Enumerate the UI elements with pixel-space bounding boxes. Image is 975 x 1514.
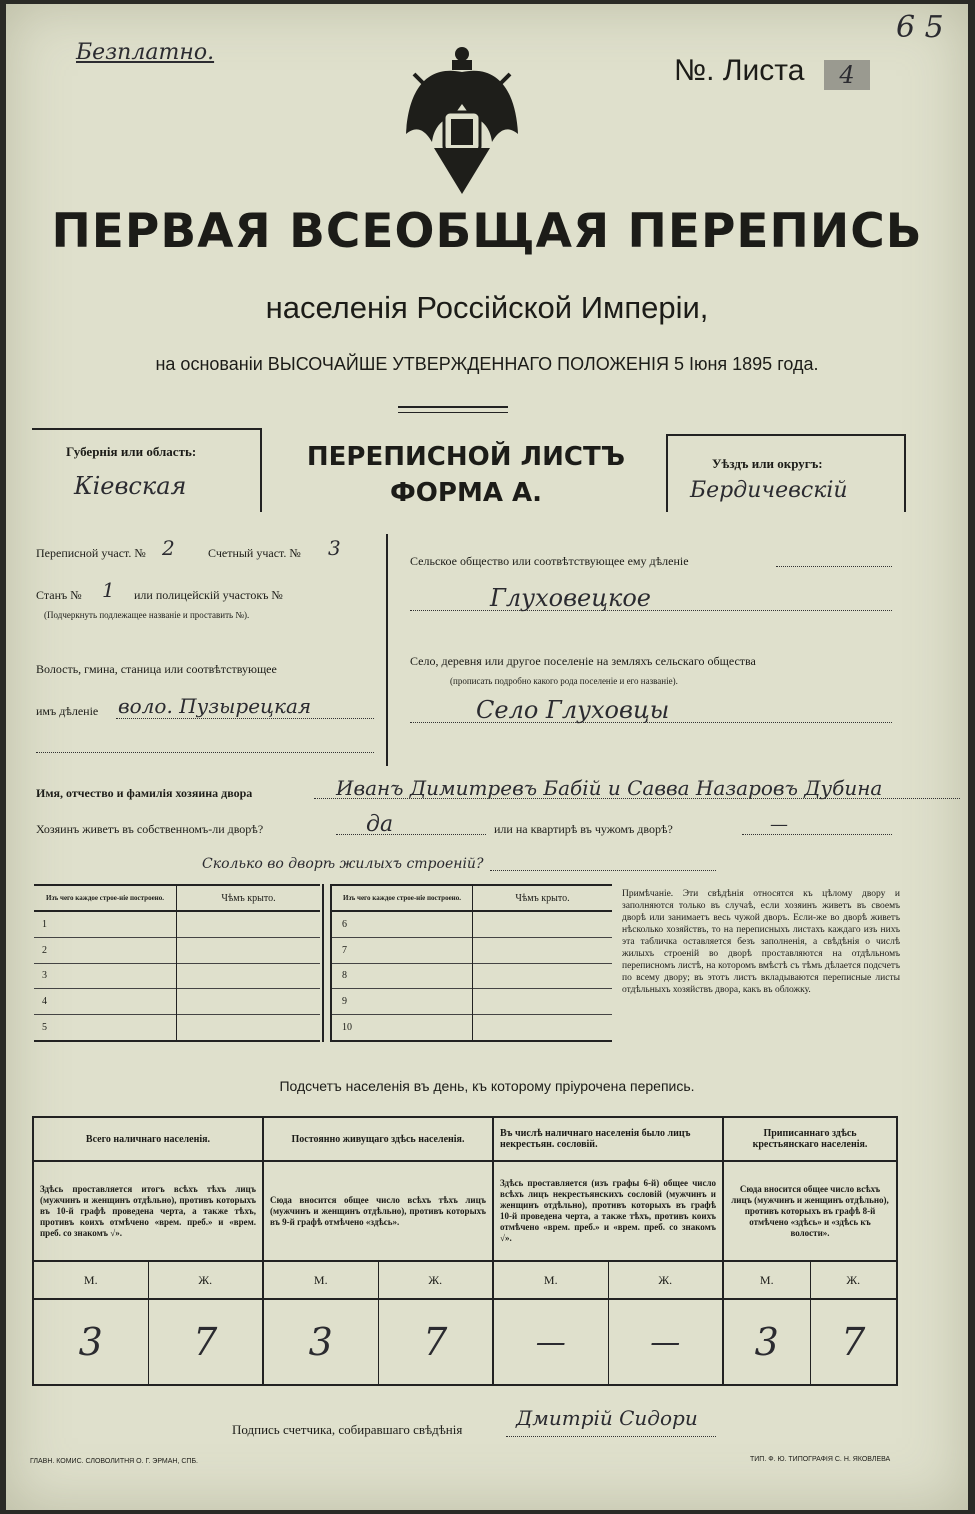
stan-note: (Подчеркнуть подлежащее названіе и проставить №). — [44, 610, 250, 620]
table-double-rule — [322, 884, 332, 1042]
sheet-number-label: №. Листа — [674, 54, 805, 87]
male-count: 3 — [264, 1300, 379, 1384]
gubernia-label: Губернія или область: — [66, 444, 197, 459]
volost-label: Волость, гмина, станица или соотвѣтствующее — [36, 662, 277, 676]
count-col-desc: Сюда вносится общее число всѣхъ лицъ (мужчинъ и женщинъ отдѣльно), противъ которыхъ въ графѣ 8-й отмѣчено «здѣсь» и «здѣсь къ волости». — [731, 1183, 889, 1238]
male-label: М. — [264, 1262, 379, 1298]
owner-label: Имя, отчество и фамилія хозяина двора — [36, 786, 253, 800]
female-count: 7 — [423, 1320, 448, 1364]
village-note: (прописать подробно какого рода поселеніе и его названіе). — [450, 676, 678, 686]
count-col-head: Приписаннаго здѣсь крестьянскаго населенія. — [752, 1128, 868, 1150]
signature-label: Подпись счетчика, собиравшаго свѣдѣнія — [232, 1422, 463, 1437]
form-type: ФОРМА А. — [390, 478, 542, 508]
count-title: Подсчетъ населенія въ день, къ которому пріурочена перепись. — [279, 1078, 695, 1094]
row-number: 2 — [34, 938, 177, 964]
male-count: 3 — [34, 1300, 149, 1384]
corner-mark: 6 5 — [896, 10, 944, 45]
society-value: Глуховецкое — [490, 584, 651, 612]
row-number: 8 — [332, 963, 473, 989]
signature-value: Дмитрій Сидори — [516, 1406, 698, 1430]
village-value: Село Глуховцы — [476, 696, 670, 724]
buildings-table-right — [332, 884, 612, 1042]
count-mf-header — [263, 1261, 493, 1299]
uezd-value: Бердичевскій — [690, 478, 848, 503]
gubernia-value: Кіевская — [74, 472, 187, 500]
row-number: 7 — [332, 938, 473, 964]
schet-value: 3 — [328, 536, 341, 560]
owner-line — [314, 798, 960, 799]
count-col-desc: Сюда вносится общее число всѣхъ тѣхъ лицъ (мужчинъ и женщинъ отдѣльно), противъ которыхъ въ 9-й графѣ отмѣчено «здѣсь». — [263, 1161, 493, 1261]
female-label: Ж. — [846, 1272, 861, 1287]
volost-line — [116, 718, 374, 719]
stan-label: Станъ № — [36, 588, 82, 602]
coat-of-arms-icon — [404, 44, 520, 196]
lives-value: да — [366, 812, 394, 837]
count-values — [263, 1299, 493, 1385]
imprint-right: ТИП. Ф. Ю. ТИПОГРАФІЯ С. Н. ЯКОВЛЕВА — [750, 1456, 891, 1463]
count-col-head: Постоянно живущаго здѣсь населенія. — [263, 1117, 493, 1161]
population-count-table — [32, 1116, 898, 1386]
count-col-desc: Здѣсь проставляется (изъ графы 6-й) общее число всѣхъ лицъ некрестьянскихъ сословій (мужчинъ и женщинъ отдѣльно), противъ которыхъ въ графѣ 10-й проведена черта, а также тѣхъ, противъ коихъ отмѣчено «врем. преб.» и «врем. преб. со знакомъ √». — [493, 1161, 723, 1261]
lives-line — [336, 834, 486, 835]
rent-line — [742, 834, 892, 835]
count-values — [723, 1299, 897, 1385]
stan-value: 1 — [102, 578, 115, 602]
uchast-label: Переписной участ. № — [36, 546, 146, 560]
female-count: 7 — [193, 1320, 218, 1364]
owner-value: Иванъ Димитревъ Бабій и Савва Назаровъ Дубина — [336, 776, 883, 800]
volost-line-2 — [36, 752, 374, 753]
census-subtitle: населенія Россійской Имперіи, — [265, 290, 709, 325]
buildings-line — [490, 870, 716, 871]
count-col-head: Въ числѣ наличнаго населенія было лицъ некрестьян. сословій. — [493, 1117, 723, 1161]
building-roof-header: Чѣмъ крыто. — [221, 892, 276, 904]
row-number: 3 — [34, 963, 177, 989]
uchast-value: 2 — [162, 536, 175, 560]
row-number: 10 — [332, 1014, 473, 1041]
form-name: ПЕРЕПИСНОЙ ЛИСТЪ — [306, 442, 626, 472]
imprint-left: ГЛАВН. КОМИС. СЛОВОЛИТНЯ О. Г. ЭРМАН, СПБ. — [30, 1458, 198, 1465]
female-label: Ж. — [198, 1272, 213, 1287]
stan-or-label: или полицейскій участокъ № — [134, 588, 283, 602]
free-label: Безплатно. — [76, 40, 215, 65]
society-label: Сельское общество или соотвѣтствующее ему дѣленіе — [410, 554, 689, 568]
buildings-table — [34, 884, 612, 1042]
male-label: М. — [34, 1262, 149, 1298]
building-material-header: Изъ чего каждое строе-ніе построено. — [332, 885, 473, 911]
village-line — [410, 722, 892, 723]
buildings-table-left — [34, 884, 320, 1042]
count-mf-header — [493, 1261, 723, 1299]
schet-label: Счетный участ. № — [208, 546, 301, 560]
row-number: 1 — [34, 911, 177, 938]
uezd-label: Уѣздъ или округъ: — [712, 456, 823, 471]
society-line — [776, 566, 892, 567]
building-material-header: Изъ чего каждое строе-ніе построено. — [34, 885, 177, 911]
census-title: ПЕРВАЯ ВСЕОБЩАЯ ПЕРЕПИСЬ — [51, 204, 923, 259]
rent-value: — — [770, 814, 788, 835]
female-count: 7 — [841, 1320, 866, 1364]
male-label: М. — [724, 1262, 811, 1298]
volost-label2: имъ дѣленіе — [36, 704, 99, 718]
count-mf-header — [723, 1261, 897, 1299]
census-basis: на основаніи ВЫСОЧАЙШЕ УТВЕРЖДЕННАГО ПОЛОЖЕНІЯ 5 Іюня 1895 года. — [155, 354, 819, 374]
rent-label: или на квартирѣ въ чужомъ дворѣ? — [494, 822, 673, 836]
female-count: — — [650, 1324, 681, 1360]
society-line-2 — [410, 610, 892, 611]
row-number: 9 — [332, 989, 473, 1015]
count-col-head: Всего наличнаго населенія. — [33, 1117, 263, 1161]
village-label: Село, деревня или другое поселеніе на земляхъ сельскаго общества — [410, 654, 756, 668]
count-col-desc: Здѣсь проставляется итогъ всѣхъ тѣхъ лицъ (мужчинъ и женщинъ отдѣльно), противъ которыхъ въ 10-й графѣ проведена черта, а также тѣхъ, противъ коихъ отмѣчено «врем. преб.» и «врем. преб. со знакомъ √». — [33, 1161, 263, 1261]
column-divider — [386, 534, 388, 766]
male-count: — — [494, 1300, 609, 1384]
ornament-divider — [398, 406, 508, 413]
census-sheet — [6, 4, 968, 1510]
row-number: 5 — [34, 1014, 177, 1041]
male-count: 3 — [724, 1300, 811, 1384]
count-mf-header — [33, 1261, 263, 1299]
row-number: 4 — [34, 989, 177, 1015]
volost-value: воло. Пузырецкая — [118, 694, 312, 718]
lives-label: Хозяинъ живетъ въ собственномъ-ли дворѣ? — [36, 822, 264, 836]
buildings-label: Сколько во дворѣ жилыхъ строеній? — [202, 856, 484, 872]
male-label: М. — [494, 1262, 609, 1298]
female-label: Ж. — [658, 1272, 673, 1287]
row-number: 6 — [332, 911, 473, 938]
count-values — [493, 1299, 723, 1385]
building-roof-header: Чѣмъ крыто. — [515, 892, 570, 904]
sheet-number-value: 4 — [824, 60, 870, 90]
buildings-note: Примѣчаніе. Эти свѣдѣнія относятся къ цѣлому двору и заполняются только въ случаѣ, если хозяинъ живетъ въ своемъ дворѣ или занимаетъ весь чужой дворъ. Если-же во дворѣ живетъ нѣсколько хозяйствъ, то на переписныхъ листахъ каждаго изъ нихъ эта табличка оставляется безъ заполненія, а свѣдѣнія о числѣ жилыхъ строеній во дворѣ проставляются на отдѣльномъ переписномъ листѣ, на которомъ вмѣстѣ съ тѣмъ дѣлается подсчетъ по всему двору; въ этотъ листъ вкладываются переписные листы отдѣльныхъ хозяйствъ двора, какъ въ обложку. — [622, 889, 900, 995]
signature-line — [506, 1436, 716, 1437]
female-label: Ж. — [428, 1272, 443, 1287]
count-values — [33, 1299, 263, 1385]
